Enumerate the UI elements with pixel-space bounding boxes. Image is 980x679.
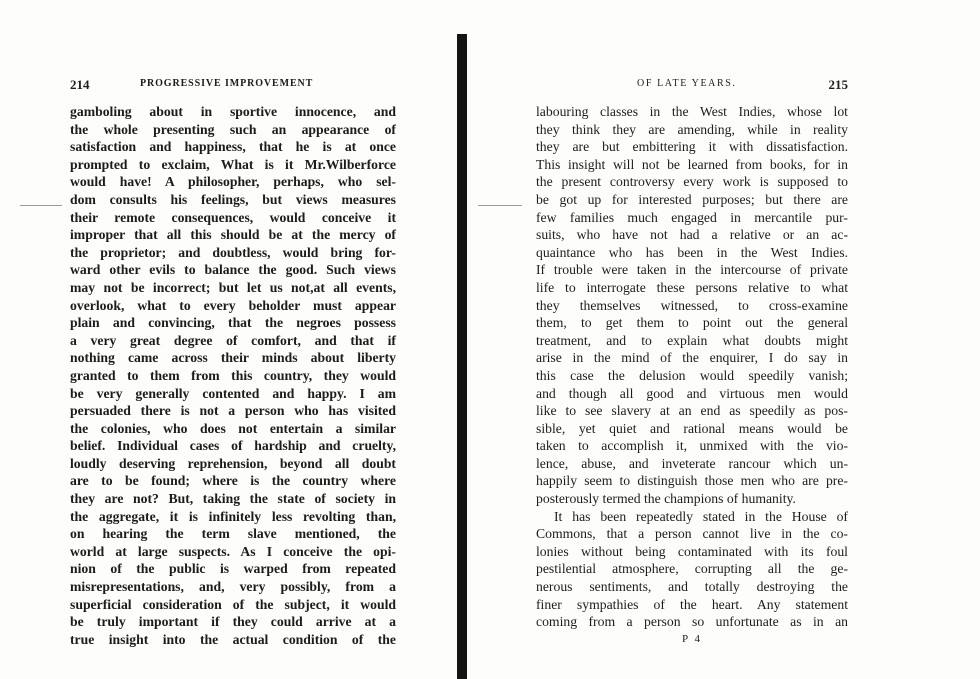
text-line: sible, yet quiet and rational means would be xyxy=(536,420,848,436)
text-line: treatment, and to explain what doubts might xyxy=(536,332,848,348)
text-line: gamboling about in sportive innocence, and xyxy=(70,104,396,119)
right-running-head: OF LATE YEARS. xyxy=(637,78,737,89)
text-line: plain and convincing, that the negroes possess xyxy=(70,315,396,331)
text-line: nion of the public is warped from repeated xyxy=(70,561,396,577)
text-line: world at large suspects. As I conceive the opi- xyxy=(70,543,396,559)
text-line: true insight into the actual condition of the xyxy=(70,631,396,647)
text-line: a very great degree of comfort, and that if xyxy=(70,332,396,348)
text-line: pestilential atmosphere, corrupting all the ge- xyxy=(536,561,848,577)
text-line: they themselves witnessed, to cross-examine xyxy=(536,297,848,313)
book-gutter xyxy=(457,34,467,679)
text-line: and though all good and virtuous men would xyxy=(536,385,848,401)
text-line: arise in the mind of the enquirer, I do say in xyxy=(536,350,848,366)
text-line: the whole presenting such an appearance of xyxy=(70,121,396,137)
text-line: quaintance who has been in the West Indies. xyxy=(536,244,848,260)
scan-mark-center xyxy=(478,205,522,206)
text-line: improper that all this should be at the mercy of xyxy=(70,227,396,243)
text-line: the proprietor; and doubtless, would bring for- xyxy=(70,244,396,260)
text-line: few families much engaged in mercantile pur- xyxy=(536,209,848,225)
text-line: overlook, what to every beholder must appear xyxy=(70,297,396,313)
text-line: they are not? But, taking the state of society in xyxy=(70,491,396,507)
text-line: would have! A philosopher, perhaps, who sel- xyxy=(70,174,396,190)
text-line: life to interrogate these persons relative to what xyxy=(536,279,848,295)
text-line: nerous sentiments, and totally destroying the xyxy=(536,579,848,595)
text-line: Commons, that a person cannot live in the co- xyxy=(536,526,848,542)
text-line: this case the delusion would speedily vanish; xyxy=(536,367,848,383)
signature-mark: P 4 xyxy=(682,633,702,645)
scan-mark-left xyxy=(20,205,62,206)
text-line: may not be incorrect; but let us not,at all events, xyxy=(70,279,396,295)
text-line: them, to get them to point out the general xyxy=(536,315,848,331)
text-line: like to see slavery at an end as speedily as pos- xyxy=(536,403,848,419)
text-line: the aggregate, it is infinitely less revolting than, xyxy=(70,508,396,524)
text-line: prompted to exclaim, What is it Mr.Wilberforce xyxy=(70,156,396,172)
text-line: loudly deserving reprehension, beyond all doubt xyxy=(70,455,396,471)
text-line: they are but embittering it with dissatisfaction. xyxy=(536,139,848,155)
text-line: suits, who have not had a relative or an ac- xyxy=(536,227,848,243)
text-line: labouring classes in the West Indies, whose lot xyxy=(536,104,848,119)
text-line: granted to them from this country, they would xyxy=(70,367,396,383)
text-line: be truly important if they could arrive at a xyxy=(70,614,396,630)
left-page-body xyxy=(70,103,396,648)
text-line: nothing came across their minds about liberty xyxy=(70,350,396,366)
text-line: be very generally contented and happy. I am xyxy=(70,385,396,401)
text-line: superficial consideration of the subject, it would xyxy=(70,596,396,612)
left-page-header xyxy=(70,78,396,94)
text-line: they think they are amending, while in reality xyxy=(536,121,848,137)
left-running-head: PROGRESSIVE IMPROVEMENT xyxy=(140,78,314,89)
text-line: their remote consequences, would conceive it xyxy=(70,209,396,225)
text-line: happily seem to distinguish those men who are pre- xyxy=(536,473,848,489)
text-line: lonies without being contaminated with its foul xyxy=(536,543,848,559)
text-line: lence, abuse, and inveterate rancour which un- xyxy=(536,455,848,471)
text-line: dom consults his feelings, but views measures xyxy=(70,191,396,207)
text-line: persuaded there is not a person who has visited xyxy=(70,403,396,419)
text-line: coming from a person so unfortunate as in an xyxy=(536,614,848,630)
text-line: belief. Individual cases of hardship and cruelty, xyxy=(70,438,396,454)
left-page-number: 214 xyxy=(70,77,90,92)
text-line: This insight will not be learned from books, for in xyxy=(536,156,848,172)
text-line: satisfaction and happiness, that he is at once xyxy=(70,139,396,155)
text-line: the colonies, who does not entertain a similar xyxy=(70,420,396,436)
text-line: are to be found; where is the country where xyxy=(70,473,396,489)
text-line: ward other evils to balance the good. Such views xyxy=(70,262,396,278)
right-page-body xyxy=(536,103,848,631)
text-line: finer sympathies of the heart. Any statement xyxy=(536,596,848,612)
text-line: on hearing the term slave mentioned, the xyxy=(70,526,396,542)
text-line: taken to accomplish it, unmixed with the vio- xyxy=(536,438,848,454)
text-line: misrepresentations, and, very possibly, from a xyxy=(70,579,396,595)
right-page-header xyxy=(536,78,848,94)
text-line: posterously termed the champions of humanity. xyxy=(536,491,796,507)
text-line: the present controversy every work is supposed to xyxy=(536,174,848,190)
text-line: It has been repeatedly stated in the House of xyxy=(554,508,848,524)
text-line: be got up for interested purposes; but there are xyxy=(536,191,848,207)
right-page-number: 215 xyxy=(828,77,848,92)
text-line: If trouble were taken in the intercourse of private xyxy=(536,262,848,278)
